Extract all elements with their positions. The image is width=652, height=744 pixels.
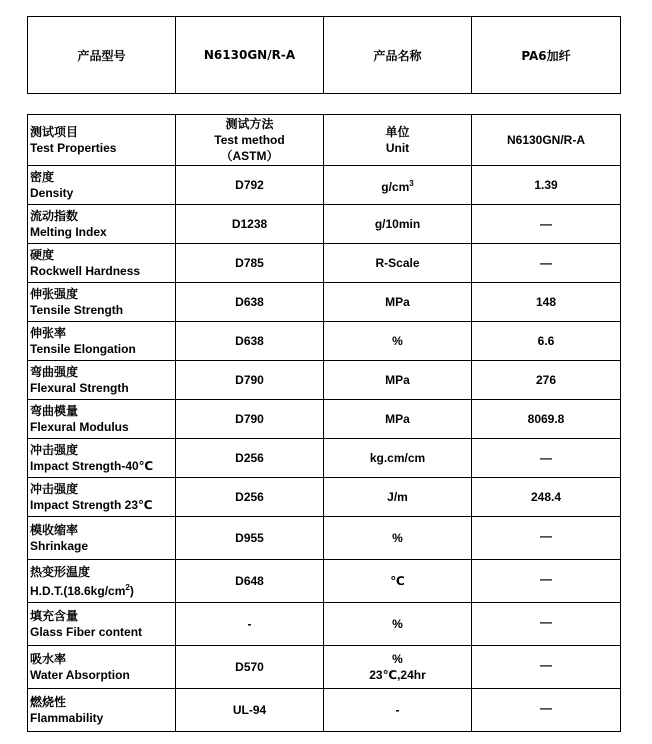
property-name-en: Tensile Elongation	[30, 342, 136, 356]
property-cell	[28, 517, 176, 560]
test-method-cell: D256	[176, 439, 324, 478]
property-name-zh: 热变形温度	[30, 564, 91, 579]
value-cell: —	[472, 205, 621, 244]
property-cell	[28, 560, 176, 603]
name-value: PA6加纤	[472, 17, 621, 94]
unit-cell: R-Scale	[324, 244, 472, 283]
property-cell	[28, 603, 176, 646]
property-cell	[28, 400, 176, 439]
property-name-en: $H.D.T.(18.6kg/cm^2)$	[30, 582, 134, 598]
test-method-cell: -	[176, 603, 324, 646]
value-cell: 8069.8	[472, 400, 621, 439]
unit-cell: %	[324, 603, 472, 646]
value-cell: 276	[472, 361, 621, 400]
property-cell	[28, 205, 176, 244]
unit-cell: MPa	[324, 283, 472, 322]
table-row	[28, 166, 621, 205]
value-cell: —	[472, 689, 621, 732]
value-cell: 1.39	[472, 166, 621, 205]
property-name-en: Glass Fiber content	[30, 625, 143, 639]
property-cell	[28, 166, 176, 205]
value-cell: —	[472, 646, 621, 689]
table-row	[28, 322, 621, 361]
value-cell: —	[472, 244, 621, 283]
value-cell: 248.4	[472, 478, 621, 517]
table-row	[28, 283, 621, 322]
property-name-zh: 吸水率	[30, 652, 67, 666]
property-name-zh: 流动指数	[30, 209, 79, 223]
property-name-zh: 填充含量	[30, 609, 79, 623]
unit-cell: $g/cm^3$	[324, 166, 472, 205]
table-row	[28, 205, 621, 244]
property-name-en: Tensile Strength	[30, 303, 124, 317]
table-row	[28, 689, 621, 732]
test-method-cell: D792	[176, 166, 324, 205]
value-cell: 148	[472, 283, 621, 322]
property-name-en: Flammability	[30, 711, 104, 725]
model-label: 产品型号	[28, 17, 176, 94]
property-name-en: Flexural Strength	[30, 381, 129, 395]
test-method-cell: D790	[176, 361, 324, 400]
test-method-cell: D790	[176, 400, 324, 439]
property-name-en: Shrinkage	[30, 539, 89, 553]
product-header-table	[27, 16, 621, 94]
test-method-cell: D570	[176, 646, 324, 689]
table-row	[28, 439, 621, 478]
unit-cell: kg.cm/cm	[324, 439, 472, 478]
property-name-zh: 弯曲强度	[30, 365, 79, 379]
property-name-zh: 模收缩率	[30, 523, 79, 537]
col-header-method: 测试方法 Test method （ASTM）	[176, 115, 324, 166]
property-cell	[28, 361, 176, 400]
unit-cell: ℃	[324, 560, 472, 603]
properties-table	[27, 114, 621, 732]
property-cell	[28, 646, 176, 689]
property-cell	[28, 689, 176, 732]
table-row	[28, 560, 621, 603]
table-row	[28, 361, 621, 400]
unit-cell: MPa	[324, 361, 472, 400]
property-name-zh: 冲击强度	[30, 482, 79, 496]
property-name-en: Density	[30, 186, 74, 200]
property-name-en: Impact Strength-40℃	[30, 459, 154, 473]
property-name-zh: 冲击强度	[30, 443, 79, 457]
unit-cell: %	[324, 322, 472, 361]
value-cell: —	[472, 560, 621, 603]
property-name-zh: 伸张率	[30, 326, 67, 340]
table-row	[28, 517, 621, 560]
unit-cell: %	[324, 517, 472, 560]
property-name-zh: 硬度	[30, 248, 55, 262]
value-cell: 6.6	[472, 322, 621, 361]
property-name-en: Water Absorption	[30, 668, 130, 682]
property-name-en: Impact Strength 23℃	[30, 498, 153, 512]
table-row	[28, 400, 621, 439]
unit-cell: J/m	[324, 478, 472, 517]
test-method-cell: D256	[176, 478, 324, 517]
table-row	[28, 244, 621, 283]
unit-cell: % 23℃,24hr	[324, 646, 472, 689]
test-method-cell: D1238	[176, 205, 324, 244]
test-method-cell: UL-94	[176, 689, 324, 732]
property-name-en: Rockwell Hardness	[30, 264, 141, 278]
test-method-cell: D648	[176, 560, 324, 603]
property-cell	[28, 439, 176, 478]
property-name-en: Flexural Modulus	[30, 420, 129, 434]
test-method-cell: D638	[176, 322, 324, 361]
model-value: N6130GN/R-A	[176, 17, 324, 94]
test-method-cell: D785	[176, 244, 324, 283]
property-cell	[28, 244, 176, 283]
test-method-cell: D955	[176, 517, 324, 560]
property-name-zh: 燃烧性	[30, 695, 67, 709]
unit-cell: -	[324, 689, 472, 732]
value-cell: —	[472, 517, 621, 560]
property-name-zh: 伸张强度	[30, 287, 79, 301]
unit-cell: MPa	[324, 400, 472, 439]
property-cell	[28, 283, 176, 322]
property-name-en: Melting Index	[30, 225, 107, 239]
col-header-unit: 单位 Unit	[324, 115, 472, 166]
table-row	[28, 603, 621, 646]
property-cell	[28, 322, 176, 361]
property-name-zh: 弯曲模量	[30, 404, 79, 418]
column-header-row	[28, 115, 621, 166]
test-method-cell: D638	[176, 283, 324, 322]
col-header-property: 测试项目 Test Properties	[28, 115, 176, 166]
value-cell: —	[472, 603, 621, 646]
unit-cell: g/10min	[324, 205, 472, 244]
value-cell: —	[472, 439, 621, 478]
table-row	[28, 646, 621, 689]
col-header-value: N6130GN/R-A	[472, 115, 621, 166]
name-label: 产品名称	[324, 17, 472, 94]
table-row	[28, 478, 621, 517]
property-name-zh: 密度	[30, 170, 55, 184]
property-cell	[28, 478, 176, 517]
